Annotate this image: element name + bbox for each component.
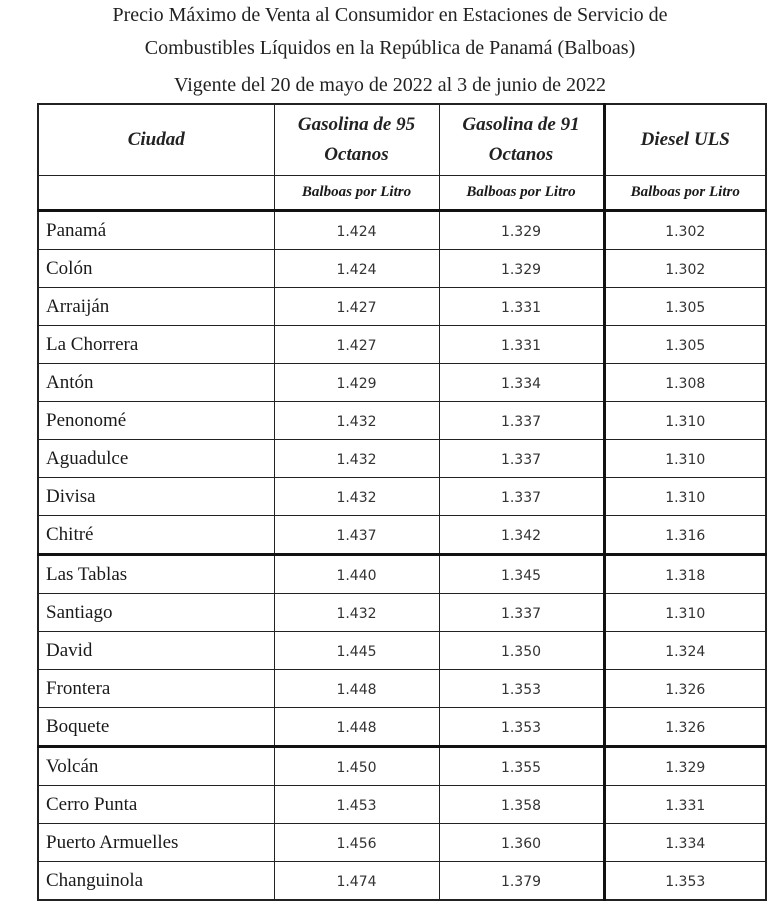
gasoline-95-price: 1.456	[274, 824, 439, 862]
gasoline-95-price: 1.432	[274, 440, 439, 478]
gasoline-95-price: 1.432	[274, 594, 439, 632]
gasoline-91-price: 1.331	[439, 326, 604, 364]
diesel-price: 1.326	[604, 670, 766, 708]
gasoline-91-price: 1.337	[439, 478, 604, 516]
city-cell: Cerro Punta	[38, 786, 274, 824]
city-cell: Changuinola	[38, 862, 274, 901]
header-gasoline-95: Gasolina de 95 Octanos	[274, 104, 439, 176]
table-row	[38, 250, 766, 288]
unit-empty-cell	[38, 176, 274, 211]
gasoline-91-price: 1.379	[439, 862, 604, 901]
city-cell: Puerto Armuelles	[38, 824, 274, 862]
gasoline-91-price: 1.329	[439, 250, 604, 288]
gasoline-91-price: 1.358	[439, 786, 604, 824]
table-row	[38, 708, 766, 747]
table-row	[38, 670, 766, 708]
header-row	[38, 104, 766, 176]
city-cell: Arraiján	[38, 288, 274, 326]
unit-row	[38, 176, 766, 211]
gasoline-91-price: 1.337	[439, 440, 604, 478]
city-cell: Frontera	[38, 670, 274, 708]
unit-gasoline-91: Balboas por Litro	[439, 176, 604, 211]
city-cell: La Chorrera	[38, 326, 274, 364]
table-row	[38, 786, 766, 824]
gasoline-95-price: 1.440	[274, 555, 439, 594]
table-row	[38, 594, 766, 632]
gasoline-91-price: 1.342	[439, 516, 604, 555]
city-cell: Las Tablas	[38, 555, 274, 594]
unit-diesel: Balboas por Litro	[604, 176, 766, 211]
diesel-price: 1.334	[604, 824, 766, 862]
gasoline-95-price: 1.432	[274, 478, 439, 516]
city-cell: Antón	[38, 364, 274, 402]
city-cell: David	[38, 632, 274, 670]
gasoline-95-price: 1.448	[274, 708, 439, 747]
diesel-price: 1.305	[604, 326, 766, 364]
city-cell: Colón	[38, 250, 274, 288]
diesel-price: 1.326	[604, 708, 766, 747]
gasoline-91-price: 1.353	[439, 670, 604, 708]
gasoline-95-price: 1.424	[274, 250, 439, 288]
diesel-price: 1.316	[604, 516, 766, 555]
gasoline-91-price: 1.331	[439, 288, 604, 326]
table-row	[38, 211, 766, 250]
unit-gasoline-95: Balboas por Litro	[274, 176, 439, 211]
city-cell: Chitré	[38, 516, 274, 555]
diesel-price: 1.308	[604, 364, 766, 402]
diesel-price: 1.305	[604, 288, 766, 326]
gasoline-95-price: 1.424	[274, 211, 439, 250]
gasoline-95-price: 1.437	[274, 516, 439, 555]
table-row	[38, 862, 766, 901]
city-cell: Volcán	[38, 747, 274, 786]
title-line-2: Combustibles Líquidos en la República de Panamá (Balboas)	[144, 37, 636, 59]
city-cell: Aguadulce	[38, 440, 274, 478]
gasoline-91-price: 1.337	[439, 402, 604, 440]
diesel-price: 1.310	[604, 440, 766, 478]
gasoline-95-price: 1.432	[274, 402, 439, 440]
fuel-price-table	[37, 103, 767, 901]
title-line-1: Precio Máximo de Venta al Consumidor en Estaciones de Servicio de	[112, 4, 668, 26]
table-row	[38, 288, 766, 326]
table-row	[38, 478, 766, 516]
diesel-price: 1.353	[604, 862, 766, 901]
table-row	[38, 440, 766, 478]
table-body	[38, 211, 766, 901]
gasoline-91-price: 1.355	[439, 747, 604, 786]
city-cell: Santiago	[38, 594, 274, 632]
table-row	[38, 747, 766, 786]
gasoline-95-price: 1.445	[274, 632, 439, 670]
city-cell: Boquete	[38, 708, 274, 747]
header-city: Ciudad	[38, 104, 274, 176]
gasoline-91-price: 1.353	[439, 708, 604, 747]
title-line-3: Vigente del 20 de mayo de 2022 al 3 de junio de 2022	[173, 74, 607, 96]
header-diesel: Diesel ULS	[604, 104, 766, 176]
table-row	[38, 326, 766, 364]
table-row	[38, 516, 766, 555]
diesel-price: 1.310	[604, 594, 766, 632]
table-row	[38, 632, 766, 670]
gasoline-95-price: 1.429	[274, 364, 439, 402]
diesel-price: 1.331	[604, 786, 766, 824]
diesel-price: 1.318	[604, 555, 766, 594]
gasoline-95-price: 1.448	[274, 670, 439, 708]
diesel-price: 1.310	[604, 478, 766, 516]
gasoline-91-price: 1.360	[439, 824, 604, 862]
table-row	[38, 824, 766, 862]
gasoline-91-price: 1.337	[439, 594, 604, 632]
header-gasoline-91: Gasolina de 91 Octanos	[439, 104, 604, 176]
city-cell: Penonomé	[38, 402, 274, 440]
gasoline-91-price: 1.345	[439, 555, 604, 594]
table-row	[38, 402, 766, 440]
diesel-price: 1.324	[604, 632, 766, 670]
diesel-price: 1.329	[604, 747, 766, 786]
diesel-price: 1.302	[604, 250, 766, 288]
gasoline-91-price: 1.334	[439, 364, 604, 402]
table-row	[38, 555, 766, 594]
city-cell: Panamá	[38, 211, 274, 250]
gasoline-95-price: 1.450	[274, 747, 439, 786]
gasoline-95-price: 1.427	[274, 288, 439, 326]
diesel-price: 1.310	[604, 402, 766, 440]
diesel-price: 1.302	[604, 211, 766, 250]
gasoline-95-price: 1.474	[274, 862, 439, 901]
gasoline-91-price: 1.350	[439, 632, 604, 670]
city-cell: Divisa	[38, 478, 274, 516]
gasoline-91-price: 1.329	[439, 211, 604, 250]
gasoline-95-price: 1.453	[274, 786, 439, 824]
table-row	[38, 364, 766, 402]
gasoline-95-price: 1.427	[274, 326, 439, 364]
